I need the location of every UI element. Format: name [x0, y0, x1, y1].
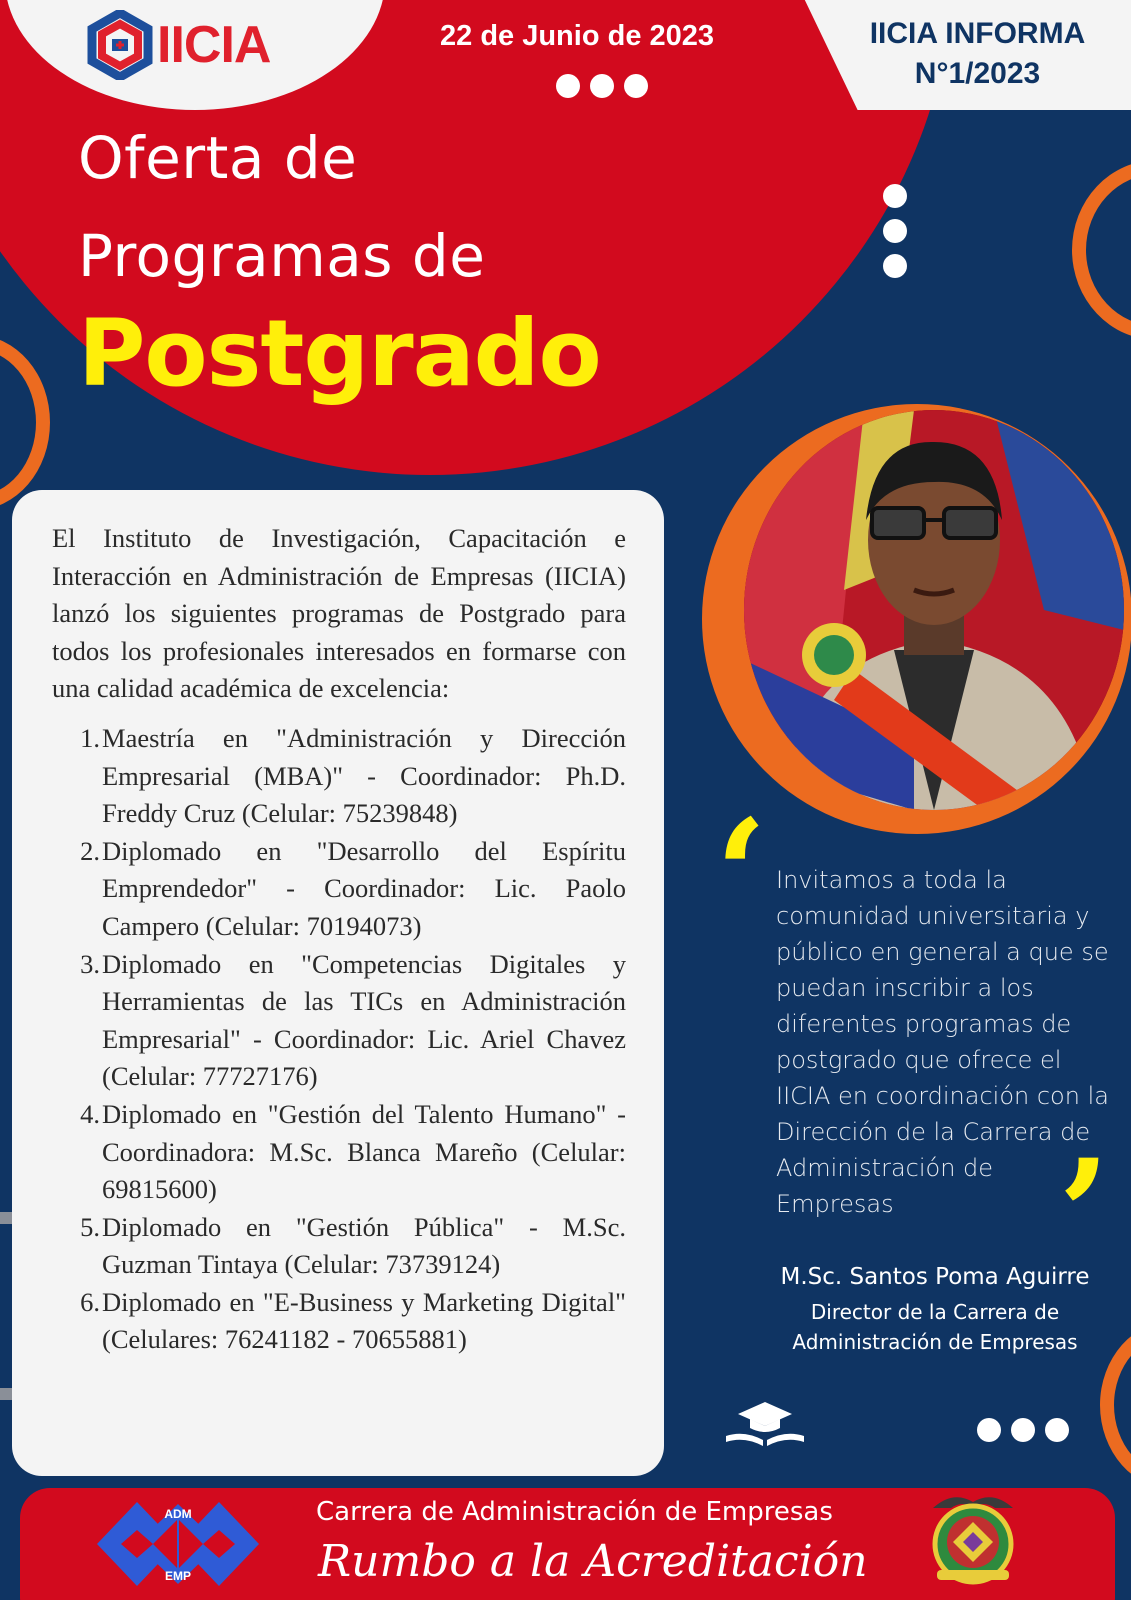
logo-text: IICIA [157, 16, 271, 74]
programs-card [12, 490, 664, 1476]
adm-label-bottom: EMP [164, 1569, 192, 1583]
program-number: 4. [80, 1098, 100, 1129]
dots-decoration-vertical [883, 184, 907, 278]
intro-paragraph: El Instituto de Investigación, Capacitación e Interacción en Administración de Empresas (IICIA) lanzó los siguientes programas de Postgrado para todos los profesionales interesados en formarse con una calidad académica de excelencia: [52, 523, 626, 704]
decorative-mark [0, 1388, 12, 1400]
adm-emp-logo [95, 1500, 261, 1588]
publication-date: 22 de Junio de 2023 [440, 20, 715, 52]
program-text: Maestría en "Administración y Dirección Empresarial (MBA)" - Coordinador: Ph.D. Freddy Cruz (Celular: 75239848) [102, 722, 626, 829]
decorative-mark [0, 1212, 12, 1224]
close-quote-icon: ’ [1058, 1127, 1111, 1303]
program-item [52, 1284, 626, 1359]
adm-label-top: ADM [164, 1507, 192, 1521]
dots-decoration [556, 74, 648, 98]
program-text: Diplomado en "Gestión del Talento Humano" - Coordinadora: M.Sc. Blanca Mareño (Celular: 69815600) [102, 1098, 626, 1205]
open-quote-icon: ‘ [715, 787, 768, 963]
dots-decoration-bottom [977, 1418, 1069, 1442]
program-item [52, 946, 626, 1096]
quote-text: Invitamos a toda la comunidad universitaria y público en general a que se puedan inscribir a los diferentes programas de postgrado que ofrece el IICIA en coordinación con la Dirección de la Carrera de Administración de Empresas [776, 866, 1109, 1218]
signer-role-line-2: Administración de Empresas [792, 1330, 1078, 1354]
director-portrait-illustration [744, 410, 1124, 810]
program-item [52, 1096, 626, 1209]
signer-role-line-1: Director de la Carrera de [810, 1300, 1060, 1324]
title-accent: Postgrado [78, 300, 601, 407]
graduation-cap-icon [722, 1400, 808, 1450]
program-text: Diplomado en "Competencias Digitales y Herramientas de las TICs en Administración Empresarial" - Coordinador: Lic. Ariel Chavez (Celular: 77727176) [102, 948, 626, 1092]
program-number: 5. [80, 1211, 100, 1242]
bulletin-line-1: IICIA INFORMA [869, 17, 1086, 50]
program-text: Diplomado en "Gestión Pública" - M.Sc. Guzman Tintaya (Celular: 73739124) [102, 1211, 626, 1280]
program-number: 6. [80, 1286, 100, 1317]
program-number: 3. [80, 948, 100, 979]
director-photo [744, 410, 1124, 810]
title-line-2: Programas de [78, 222, 486, 290]
program-item [52, 1209, 626, 1284]
footer-slogan: Rumbo a la Acreditación [318, 1536, 868, 1587]
title-line-1: Oferta de [78, 124, 358, 192]
program-text: Diplomado en "E-Business y Marketing Digital" (Celulares: 76241182 - 70655881) [102, 1286, 626, 1355]
iicia-logo [85, 10, 270, 80]
signer-name: M.Sc. Santos Poma Aguirre [780, 1264, 1090, 1290]
decorative-ring-right-top [1072, 160, 1131, 340]
program-list [52, 720, 626, 1359]
program-item [52, 833, 626, 946]
bulletin-label [845, 14, 1110, 94]
iicia-emblem-icon [85, 10, 155, 80]
program-number: 1. [80, 722, 100, 753]
footer-title: Carrera de Administración de Empresas [316, 1497, 833, 1527]
program-item [52, 720, 626, 833]
bulletin-line-2: N°1/2023 [914, 57, 1041, 90]
university-seal-icon [923, 1486, 1023, 1586]
signer-role [740, 1297, 1130, 1357]
decorative-ring-left [0, 335, 50, 510]
program-number: 2. [80, 835, 100, 866]
program-text: Diplomado en "Desarrollo del Espíritu Emprendedor" - Coordinador: Lic. Paolo Campero (Celular: 70194073) [102, 835, 626, 941]
